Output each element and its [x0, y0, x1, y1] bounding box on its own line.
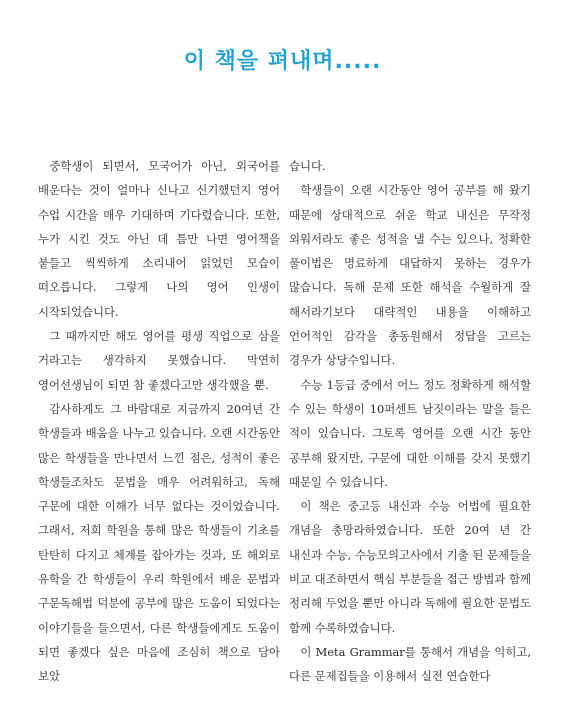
paragraph: 학생들이 오랜 시간동안 영어 공부를 해 왔기 때문에 상대적으로 쉬운 학교 내신은 무작정 외워서라도 좋은 성적을 낼 수는 있으나, 정확한 풀이법은 명료하게 대답하지 못하는 경우가 많습니다. 독해 문제 또한 해석을 수월하게 잘 해서라기보다 대략적인 내용을 이해하고 언어적인 감각을 총동원해서 정답을 고르는 경우가 상당수입니다. — [289, 183, 531, 368]
paragraph: 감사하게도 그 바람대로 지금까지 20여년 간 학생들과 배움을 나누고 있습니다. 오랜 시간동안 많은 학생들을 만나면서 느낀 점은, 성적이 좋은 학생들조차도 문법을 매우 어려워하고, 독해 구문에 대한 이해가 너무 없다는 것이었습니다. 그래서, 저희 학원을 통해 많은 학생들이 기초를 탄탄히 다지고 체계를 잡아가는 것과, 또 해외로 유학을 간 학생들이 우리 학원에서 배운 문법과 구문독해법 덕분에 공부에 많은 도움이 되었다는 이야기들을 들으면서, 다른 학생들에게도 도움이 되면 좋겠다 싶은 마음에 조심히 책으로 담아 보았 — [38, 401, 280, 684]
paragraph: 이 Meta Grammar를 통해서 개념을 익히고, 다른 문제집들을 이용해서 실전 연습한다 — [289, 644, 531, 684]
page-title: 이 책을 펴내며..... — [183, 49, 382, 74]
paragraph: 그 때까지만 해도 영어를 평생 직업으로 삼을 거라고는 생각하지 못했습니다. 막연히 영어선생님이 되면 참 좋겠다고만 생각했을 뿐. — [38, 329, 280, 392]
paragraph: 이 책은 중고등 내신과 수능 어법에 필요한 개념을 총망라하였습니다. 또한 20여 년 간 내신과 수능, 수능모의고사에서 기출 된 문제들을 비교 대조하면서 핵심 부분들을 접근 방법과 함께 정리해 두었을 뿐만 아니라 독해에 필요한 문법도 함께 수록하였습니다. — [289, 499, 531, 635]
left-column — [38, 154, 280, 689]
paragraph: 수능 1등급 중에서 어느 정도 정확하게 해석할 수 있는 학생이 10퍼센트 남짓이라는 말을 들은 적이 있습니다. 그토록 영어를 오랜 시간 동안 공부해 왔지만, 구문에 대한 이해를 갖지 못했기 때문일 수 있습니다. — [289, 377, 531, 489]
right-column — [289, 154, 531, 689]
paragraph: 중학생이 되면서, 모국어가 아닌, 외국어를 배운다는 것이 얼마나 신나고 신기했던지 영어 수업 시간을 매우 기대하며 기다렸습니다. 또한, 누가 시킨 것도 아닌 데 틈만 나면 영어책을 붙들고 씩씩하게 소리내어 읽었던 모습이 떠오릅니다. 그렇게 나의 영어 인생이 시작되었습니다. — [38, 159, 280, 319]
paragraph-continuation: 습니다. — [289, 159, 326, 173]
